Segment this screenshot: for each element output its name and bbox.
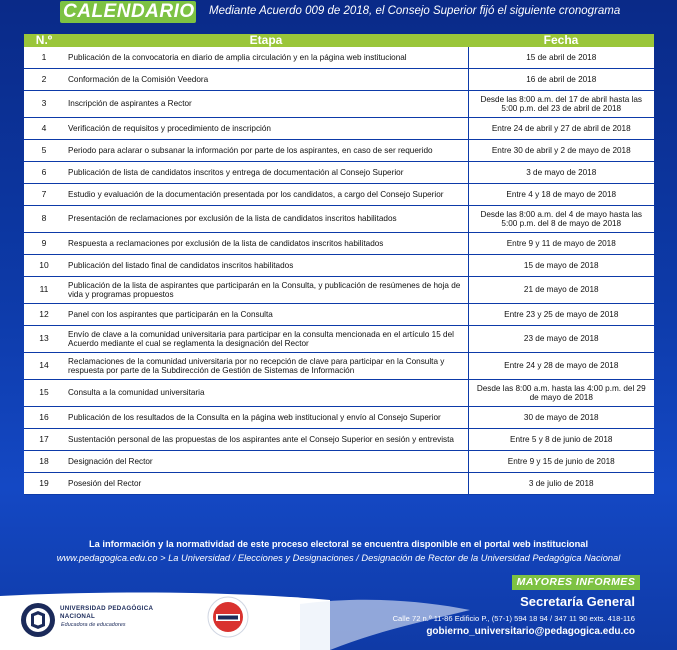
row-number: 10: [24, 255, 64, 277]
row-fecha: 15 de abril de 2018: [468, 47, 654, 69]
row-fecha: 15 de mayo de 2018: [468, 255, 654, 277]
row-etapa: Presentación de reclamaciones por exclusión de la lista de candidatos inscritos habilitados: [64, 206, 468, 233]
row-etapa: Publicación de la convocatoria en diario de amplia circulación y en la página web institucional: [64, 47, 468, 69]
row-etapa: Envío de clave a la comunidad universitaria para participar en la consulta mencionada en el artículo 15 del Acuerdo mediante el cual se reglamenta la designación del Rector: [64, 326, 468, 353]
column-header-number: N.º: [24, 34, 64, 47]
table-row: [24, 206, 654, 233]
row-number: 18: [24, 451, 64, 473]
row-fecha: 30 de mayo de 2018: [468, 407, 654, 429]
row-etapa: Publicación de la lista de aspirantes que participarán en la Consulta, y publicación de resúmenes de hoja de vida y programas propuestos: [64, 277, 468, 304]
row-etapa: Publicación de lista de candidatos inscritos y entrega de documentación al Consejo Superior: [64, 162, 468, 184]
row-etapa: Publicación de los resultados de la Consulta en la página web institucional y envío al Consejo Superior: [64, 407, 468, 429]
row-number: 11: [24, 277, 64, 304]
table-row: [24, 304, 654, 326]
table-row: [24, 233, 654, 255]
row-fecha: Entre 9 y 15 de junio de 2018: [468, 451, 654, 473]
row-number: 17: [24, 429, 64, 451]
table-row: [24, 277, 654, 304]
info-note: La información y la normatividad de este proceso electoral se encuentra disponible en el portal web institucional: [88, 539, 589, 549]
row-fecha: 3 de julio de 2018: [468, 473, 654, 495]
row-etapa: Consulta a la comunidad universitaria: [64, 380, 468, 407]
table-row: [24, 255, 654, 277]
table-row: [24, 429, 654, 451]
university-logo-icon: [20, 602, 56, 638]
table-row: [24, 473, 654, 495]
table-row: [24, 380, 654, 407]
row-number: 4: [24, 118, 64, 140]
row-fecha: Entre 24 y 28 de mayo de 2018: [468, 353, 654, 380]
table-row: [24, 118, 654, 140]
row-fecha: Entre 30 de abril y 2 de mayo de 2018: [468, 140, 654, 162]
row-number: 12: [24, 304, 64, 326]
row-number: 15: [24, 380, 64, 407]
table-row: [24, 451, 654, 473]
row-etapa: Verificación de requisitos y procedimiento de inscripción: [64, 118, 468, 140]
row-number: 6: [24, 162, 64, 184]
row-number: 13: [24, 326, 64, 353]
page-subtitle: Mediante Acuerdo 009 de 2018, el Consejo Superior fijó el siguiente cronograma: [209, 5, 621, 17]
row-etapa: Reclamaciones de la comunidad universitaria por no recepción de clave para participar en la Consulta y respuesta por parte de la Subdirección de Gestión de Sistemas de Información: [64, 353, 468, 380]
row-number: 5: [24, 140, 64, 162]
row-number: 3: [24, 91, 64, 118]
row-etapa: Sustentación personal de las propuestas de los aspirantes ante el Consejo Superior en sesión y entrevista: [64, 429, 468, 451]
row-number: 14: [24, 353, 64, 380]
column-header-fecha: Fecha: [468, 34, 654, 47]
row-etapa: Conformación de la Comisión Veedora: [64, 69, 468, 91]
table-row: [24, 69, 654, 91]
university-name: UNIVERSIDAD PEDAGÓGICA NACIONAL: [60, 605, 154, 620]
row-fecha: Desde las 8:00 a.m. del 4 de mayo hasta las 5:00 p.m. del 8 de mayo de 2018: [468, 206, 654, 233]
page-title: CALENDARIO: [63, 1, 195, 22]
table-row: [24, 47, 654, 69]
row-fecha: 3 de mayo de 2018: [468, 162, 654, 184]
office-address: Calle 72 n.º 11-86 Edificio P., (57-1) 594 18 94 / 347 11 90 exts. 418-116: [392, 614, 635, 623]
table-row: [24, 407, 654, 429]
row-fecha: 21 de mayo de 2018: [468, 277, 654, 304]
schedule-table: [24, 34, 654, 495]
seal-icon: [207, 596, 249, 638]
row-etapa: Estudio y evaluación de la documentación presentada por los candidatos, a cargo del Consejo Superior: [64, 184, 468, 206]
column-header-etapa: Etapa: [64, 34, 468, 47]
row-etapa: Posesión del Rector: [64, 473, 468, 495]
row-fecha: Desde las 8:00 a.m. del 17 de abril hasta las 5:00 p.m. del 23 de abril de 2018: [468, 91, 654, 118]
university-tagline: Educadora de educadores: [61, 622, 126, 628]
row-number: 19: [24, 473, 64, 495]
row-number: 2: [24, 69, 64, 91]
table-row: [24, 184, 654, 206]
row-number: 1: [24, 47, 64, 69]
row-etapa: Periodo para aclarar o subsanar la información por parte de los aspirantes, en caso de ser requerido: [64, 140, 468, 162]
table-row: [24, 91, 654, 118]
table-row: [24, 140, 654, 162]
table-row: [24, 353, 654, 380]
row-fecha: Entre 23 y 25 de mayo de 2018: [468, 304, 654, 326]
row-fecha: 16 de abril de 2018: [468, 69, 654, 91]
row-number: 16: [24, 407, 64, 429]
row-number: 8: [24, 206, 64, 233]
row-etapa: Inscripción de aspirantes a Rector: [64, 91, 468, 118]
row-number: 7: [24, 184, 64, 206]
contact-email[interactable]: gobierno_universitario@pedagogica.edu.co: [426, 626, 635, 637]
row-number: 9: [24, 233, 64, 255]
table-header-row: [24, 34, 654, 47]
row-fecha: Entre 9 y 11 de mayo de 2018: [468, 233, 654, 255]
row-etapa: Panel con los aspirantes que participarán en la Consulta: [64, 304, 468, 326]
mayores-informes-label: MAYORES INFORMES: [512, 575, 640, 590]
portal-path-note: www.pedagogica.edu.co > La Universidad / Elecciones y Designaciones / Designación de Rector de la Universidad Pedagógica Nacional: [56, 553, 621, 563]
row-fecha: Entre 4 y 18 de mayo de 2018: [468, 184, 654, 206]
table-row: [24, 326, 654, 353]
office-name: Secretaría General: [520, 594, 635, 609]
table-row: [24, 162, 654, 184]
row-fecha: Desde las 8:00 a.m. hasta las 4:00 p.m. del 29 de mayo de 2018: [468, 380, 654, 407]
row-etapa: Respuesta a reclamaciones por exclusión de la lista de candidatos inscritos habilitados: [64, 233, 468, 255]
row-fecha: Entre 24 de abril y 27 de abril de 2018: [468, 118, 654, 140]
row-fecha: Entre 5 y 8 de junio de 2018: [468, 429, 654, 451]
row-etapa: Publicación del listado final de candidatos inscritos habilitados: [64, 255, 468, 277]
row-etapa: Designación del Rector: [64, 451, 468, 473]
row-fecha: 23 de mayo de 2018: [468, 326, 654, 353]
